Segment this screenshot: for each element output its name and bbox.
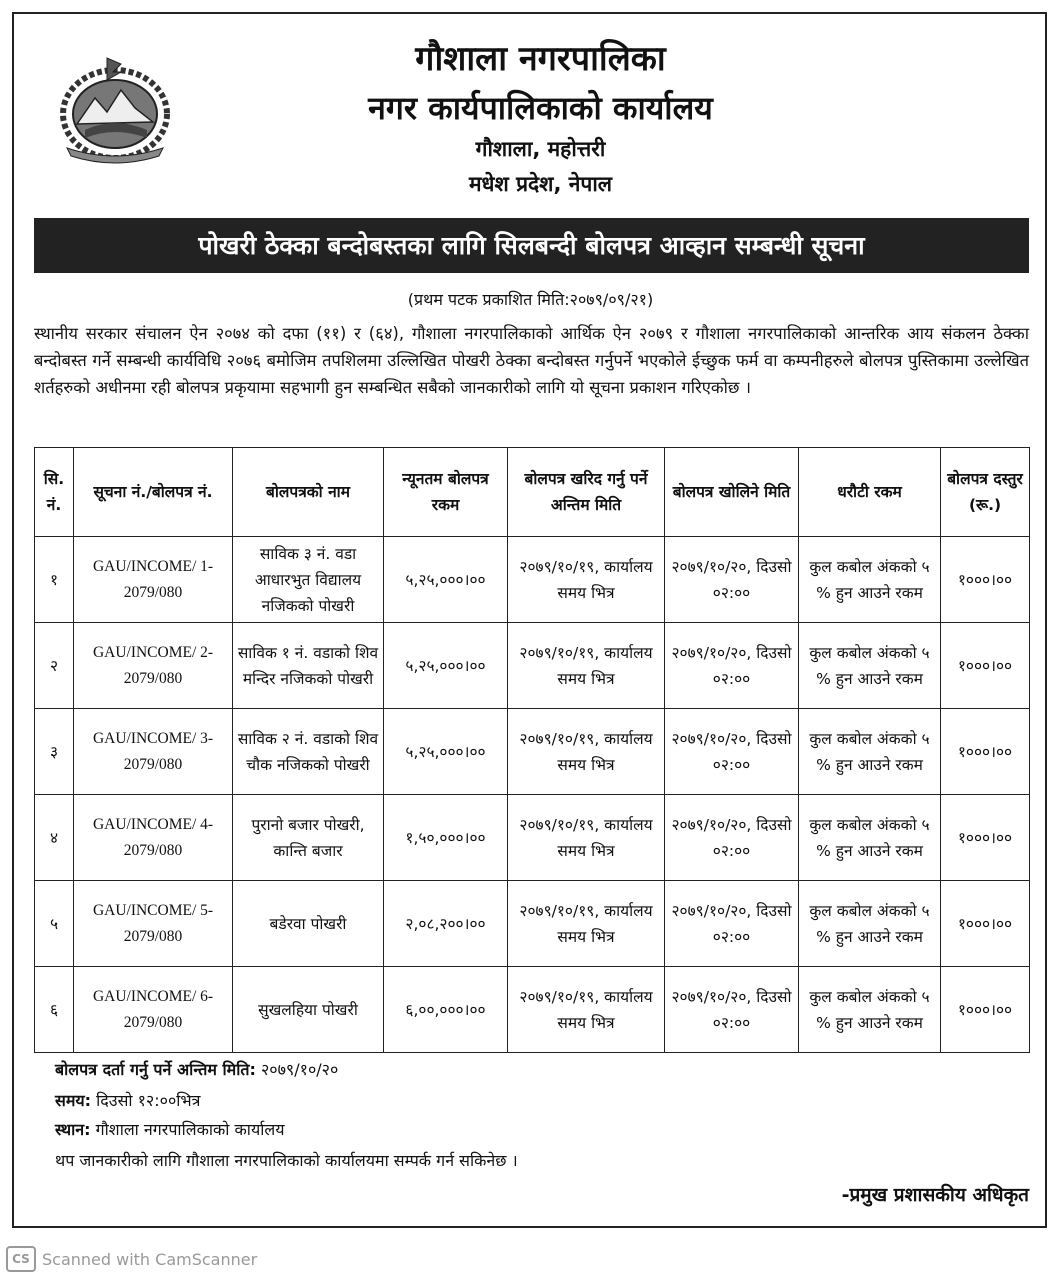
tender-name-cell: साविक १ नं. वडाको शिव मन्दिर नजिकको पोखरी	[233, 623, 384, 709]
camscanner-logo-icon: CS	[6, 1246, 36, 1272]
deposit-cell: कुल कबोल अंकको ५ % हुन आउने रकम	[799, 795, 941, 881]
table-row	[35, 623, 1030, 709]
tender-table	[34, 447, 1030, 1053]
min-amount-cell: १,५०,०००।००	[384, 795, 508, 881]
serial-cell: १	[35, 537, 74, 623]
opening-date-cell: २०७९/१०/२०, दिउसो ०२:००	[665, 623, 799, 709]
serial-cell: २	[35, 623, 74, 709]
table-row	[35, 967, 1030, 1053]
office-name: नगर कार्यपालिकाको कार्यालय	[368, 89, 713, 127]
min-amount-cell: २,०८,२००।००	[384, 881, 508, 967]
min-amount-cell: ५,२५,०००।००	[384, 623, 508, 709]
column-header: धरौटी रकम	[799, 448, 941, 537]
notice-title: पोखरी ठेक्का बन्दोबस्तका लागि सिलबन्दी बोलपत्र आव्हान सम्बन्धी सूचना	[34, 218, 1029, 273]
place-label: स्थान:	[55, 1120, 91, 1139]
serial-cell: ६	[35, 967, 74, 1053]
column-header: बोलपत्र दस्तुर (रू.)	[941, 448, 1030, 537]
deadline-value: २०७९/१०/२०	[260, 1060, 339, 1079]
deadline-label: बोलपत्र दर्ता गर्नु पर्ने अन्तिम मिति:	[55, 1060, 256, 1079]
intro-paragraph: स्थानीय सरकार संचालन ऐन २०७४ को दफा (११) र (६४), गौशाला नगरपालिकाको आर्थिक ऐन २०७९ र गौशाला नगरपालिकाको आन्तरिक आय संकलन ठेक्का बन्दोबस्त गर्ने सम्बन्धी कार्यविधि २०७६ बमोजिम तपशिलमा उल्लिखित पोखरी ठेक्का बन्दोबस्त गर्नुपर्ने भएकोले ईच्छुक फर्म वा कम्पनीहरुले बोलपत्र पुस्तिकामा उल्लेखित शर्तहरुको अधीनमा रही बोलपत्र प्रकृयामा सहभागी हुन सम्बन्धित सबैको जानकारीको लागि यो सूचना प्रकाशन गरिएकोछ ।	[34, 324, 1029, 397]
table-row	[35, 881, 1030, 967]
purchase-deadline-cell: २०७९/१०/१९, कार्यालय समय भित्र	[508, 537, 665, 623]
purchase-deadline-cell: २०७९/१०/१९, कार्यालय समय भित्र	[508, 795, 665, 881]
opening-date-cell: २०७९/१०/२०, दिउसो ०२:००	[665, 967, 799, 1053]
time-line	[55, 1089, 201, 1111]
table-row	[35, 795, 1030, 881]
opening-date-cell: २०७९/१०/२०, दिउसो ०२:००	[665, 537, 799, 623]
municipality-name: गौशाला नगरपालिका	[415, 39, 666, 79]
fee-cell: १०००।००	[941, 537, 1030, 623]
tender-name-cell: पुरानो बजार पोखरी, कान्ति बजार	[233, 795, 384, 881]
time-label: समय:	[55, 1091, 92, 1110]
column-header: सूचना नं./बोलपत्र नं.	[74, 448, 233, 537]
opening-date-cell: २०७९/१०/२०, दिउसो ०२:००	[665, 881, 799, 967]
column-header: बोलपत्रको नाम	[233, 448, 384, 537]
min-amount-cell: ५,२५,०००।००	[384, 709, 508, 795]
fee-cell: १०००।००	[941, 795, 1030, 881]
deposit-cell: कुल कबोल अंकको ५ % हुन आउने रकम	[799, 881, 941, 967]
min-amount-cell: ५,२५,०००।००	[384, 537, 508, 623]
serial-cell: ३	[35, 709, 74, 795]
time-value: दिउसो १२:००भित्र	[96, 1091, 201, 1110]
reference-cell: GAU/INCOME/ 4-2079/080	[74, 795, 233, 881]
purchase-deadline-cell: २०७९/१०/१९, कार्यालय समय भित्र	[508, 967, 665, 1053]
column-header: न्यूनतम बोलपत्र रकम	[384, 448, 508, 537]
table-row	[35, 709, 1030, 795]
tender-name-cell: साविक २ नं. वडाको शिव चौक नजिकको पोखरी	[233, 709, 384, 795]
watermark-text: Scanned with CamScanner	[42, 1249, 258, 1269]
deadline-line	[55, 1058, 338, 1080]
camscanner-watermark	[6, 1246, 257, 1272]
place-line	[55, 1118, 285, 1140]
address-line-1: गौशाला, महोत्तरी	[475, 137, 606, 161]
address-line-2: मधेश प्रदेश, नेपाल	[469, 172, 612, 196]
serial-cell: ४	[35, 795, 74, 881]
purchase-deadline-cell: २०७९/१०/१९, कार्यालय समय भित्र	[508, 881, 665, 967]
reference-cell: GAU/INCOME/ 2-2079/080	[74, 623, 233, 709]
purchase-deadline-cell: २०७९/१०/१९, कार्यालय समय भित्र	[508, 623, 665, 709]
fee-cell: १०००।००	[941, 709, 1030, 795]
deposit-cell: कुल कबोल अंकको ५ % हुन आउने रकम	[799, 623, 941, 709]
table-header-row	[35, 448, 1030, 537]
tender-name-cell: सुखलहिया पोखरी	[233, 967, 384, 1053]
deposit-cell: कुल कबोल अंकको ५ % हुन आउने रकम	[799, 709, 941, 795]
serial-cell: ५	[35, 881, 74, 967]
reference-cell: GAU/INCOME/ 6-2079/080	[74, 967, 233, 1053]
opening-date-cell: २०७९/१०/२०, दिउसो ०२:००	[665, 795, 799, 881]
purchase-deadline-cell: २०७९/१०/१९, कार्यालय समय भित्र	[508, 709, 665, 795]
deposit-cell: कुल कबोल अंकको ५ % हुन आउने रकम	[799, 537, 941, 623]
signature-line: -प्रमुख प्रशासकीय अधिकृत	[841, 1184, 1029, 1206]
fee-cell: १०००।००	[941, 967, 1030, 1053]
reference-cell: GAU/INCOME/ 5-2079/080	[74, 881, 233, 967]
column-header: बोलपत्र खोलिने मिति	[665, 448, 799, 537]
column-header: सि. नं.	[35, 448, 74, 537]
fee-cell: १०००।००	[941, 623, 1030, 709]
opening-date-cell: २०७९/१०/२०, दिउसो ०२:००	[665, 709, 799, 795]
tender-name-cell: बडेरवा पोखरी	[233, 881, 384, 967]
min-amount-cell: ६,००,०००।००	[384, 967, 508, 1053]
publish-date: (प्रथम पटक प्रकाशित मिति:२०७९/०९/२१)	[407, 290, 654, 309]
deposit-cell: कुल कबोल अंकको ५ % हुन आउने रकम	[799, 967, 941, 1053]
place-value: गौशाला नगरपालिकाको कार्यालय	[95, 1120, 285, 1139]
table-row	[35, 537, 1030, 623]
reference-cell: GAU/INCOME/ 3-2079/080	[74, 709, 233, 795]
fee-cell: १०००।००	[941, 881, 1030, 967]
column-header: बोलपत्र खरिद गर्नु पर्ने अन्तिम मिति	[508, 448, 665, 537]
contact-line: थप जानकारीको लागि गौशाला नगरपालिकाको कार्यालयमा सम्पर्क गर्न सकिनेछ ।	[55, 1151, 518, 1170]
tender-name-cell: साविक ३ नं. वडा आधारभुत विद्यालय नजिकको पोखरी	[233, 537, 384, 623]
reference-cell: GAU/INCOME/ 1-2079/080	[74, 537, 233, 623]
